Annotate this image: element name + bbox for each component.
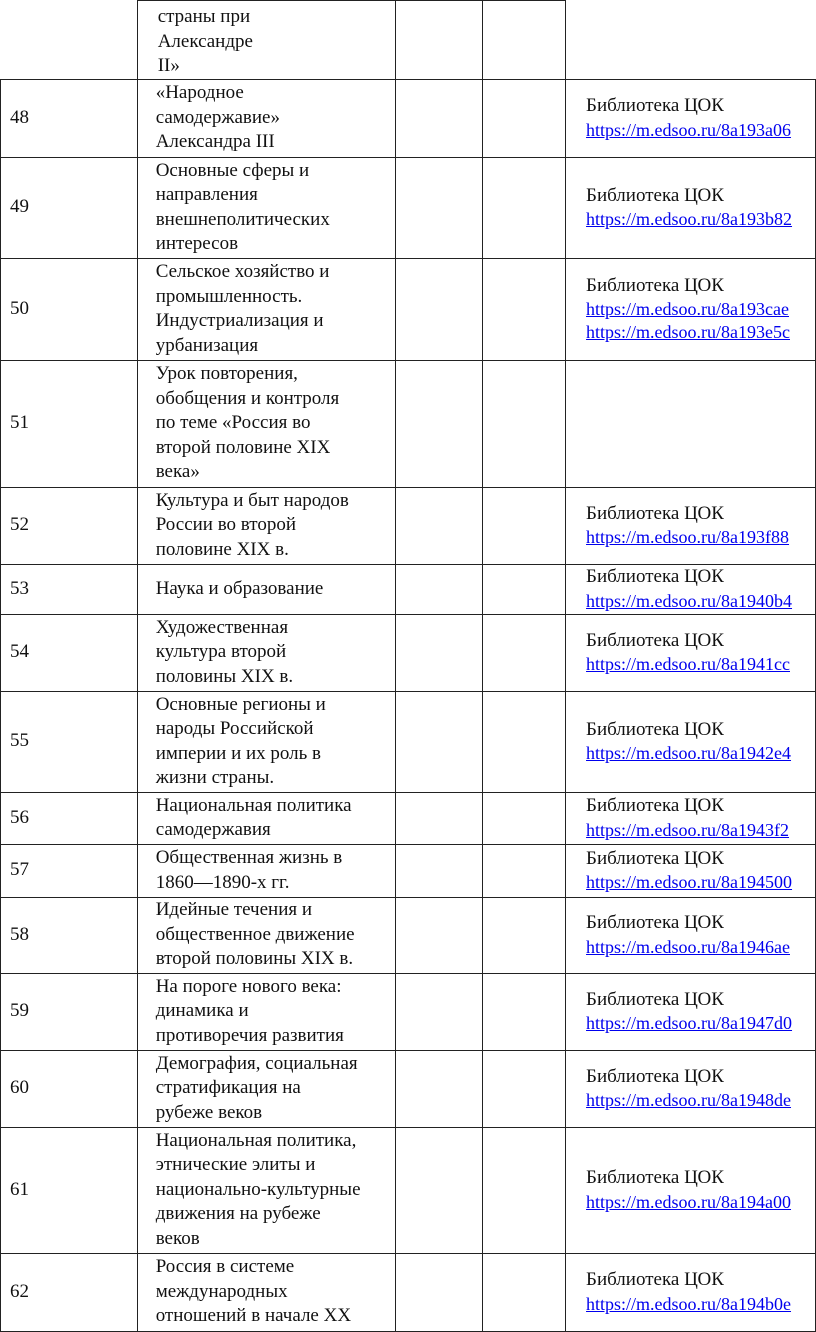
resource-label: Библиотека ЦОК: [586, 847, 724, 869]
resource-link[interactable]: https://m.edsoo.ru/8a194500: [586, 872, 793, 893]
lesson-number: 50: [1, 258, 138, 360]
table-cell-empty: [483, 897, 566, 973]
resource-label: Библиотека ЦОК: [586, 718, 724, 740]
resource-link[interactable]: https://m.edsoo.ru/8a193f88: [586, 527, 790, 548]
lesson-topic: Общественная жизнь в 1860—1890-х гг.: [137, 844, 395, 897]
table-cell-empty: [483, 487, 566, 564]
resource-link[interactable]: https://m.edsoo.ru/8a194b0e: [586, 1293, 792, 1314]
resource-cell: [566, 487, 816, 564]
table-row: [1, 1, 816, 80]
resource-label: Библиотека ЦОК: [586, 566, 724, 588]
resource-cell: [566, 844, 816, 897]
table-cell-empty: [483, 691, 566, 792]
table-cell-empty: [395, 897, 483, 973]
table-cell-empty: [483, 792, 566, 844]
table-cell-empty: [395, 973, 483, 1050]
lesson-topic: «Народное самодержавие» Александра III: [137, 79, 395, 157]
resource-link[interactable]: https://m.edsoo.ru/8a193b82: [586, 209, 793, 230]
table-cell-empty: [483, 1253, 566, 1331]
table-cell-empty: [483, 1, 566, 80]
lesson-topic: страны при Александре II»: [137, 1, 395, 80]
resource-link[interactable]: https://m.edsoo.ru/8a194a00: [586, 1191, 792, 1212]
table-cell-empty: [395, 564, 483, 614]
lesson-number: 62: [1, 1253, 138, 1331]
lesson-topic: Художественная культура второй половины XIX в.: [137, 614, 395, 691]
lesson-number: 57: [1, 844, 138, 897]
lesson-topic: Национальная политика самодержавия: [137, 792, 395, 844]
resource-cell: [566, 79, 816, 157]
lesson-number: 55: [1, 691, 138, 792]
table-row: [1, 691, 816, 792]
resource-label: Библиотека ЦОК: [586, 629, 724, 651]
resource-link[interactable]: https://m.edsoo.ru/8a1948de: [586, 1090, 792, 1111]
resource-cell: [566, 614, 816, 691]
table-row: [1, 973, 816, 1050]
lesson-number: 54: [1, 614, 138, 691]
table-cell-empty: [395, 258, 483, 360]
resource-link[interactable]: https://m.edsoo.ru/8a1942e4: [586, 743, 792, 764]
resource-label: Библиотека ЦОК: [586, 502, 724, 524]
table-cell-empty: [395, 79, 483, 157]
lesson-topic: Наука и образование: [137, 564, 395, 614]
table-row: [1, 79, 816, 157]
resource-link[interactable]: https://m.edsoo.ru/8a1940b4: [586, 590, 793, 611]
resource-cell: [566, 1253, 816, 1331]
table-row: [1, 487, 816, 564]
resource-cell: [566, 691, 816, 792]
resource-label: Библиотека ЦОК: [586, 1065, 724, 1087]
lesson-number: 48: [1, 79, 138, 157]
table-cell-empty: [483, 1050, 566, 1127]
resource-link[interactable]: https://m.edsoo.ru/8a193e5c: [586, 322, 790, 343]
lesson-number: 58: [1, 897, 138, 973]
table-row: [1, 564, 816, 614]
resource-link[interactable]: https://m.edsoo.ru/8a193a06: [586, 119, 792, 140]
table-cell-empty: [395, 487, 483, 564]
table-cell-empty: [483, 564, 566, 614]
resource-cell: [566, 258, 816, 360]
resource-label: Библиотека ЦОК: [586, 988, 724, 1010]
lesson-number: 56: [1, 792, 138, 844]
table-row: [1, 1050, 816, 1127]
table-cell-empty-end: [566, 1, 816, 80]
table-row: [1, 157, 816, 258]
lesson-number: 53: [1, 564, 138, 614]
resource-label: Библиотека ЦОК: [586, 1167, 724, 1189]
table-row: [1, 258, 816, 360]
resource-label: Библиотека ЦОК: [586, 795, 724, 817]
lesson-topic: Сельское хозяйство и промышленность. Индустриализация и урбанизация: [137, 258, 395, 360]
lesson-topic: Культура и быт народов России во второй половине XIX в.: [137, 487, 395, 564]
resource-link[interactable]: https://m.edsoo.ru/8a1943f2: [586, 819, 790, 840]
lesson-topic: Демография, социальная стратификация на рубеже веков: [137, 1050, 395, 1127]
lesson-number: 52: [1, 487, 138, 564]
lesson-number: 51: [1, 360, 138, 487]
resource-link[interactable]: https://m.edsoo.ru/8a1947d0: [586, 1013, 793, 1034]
resource-label: Библиотека ЦОК: [586, 912, 724, 934]
resource-link[interactable]: https://m.edsoo.ru/8a193cae: [586, 299, 789, 320]
table-cell-empty: [483, 79, 566, 157]
resource-cell: [566, 973, 816, 1050]
lesson-number: 60: [1, 1050, 138, 1127]
lesson-topic: Национальная политика, этнические элиты и национально-культурные движения на рубеже веков: [137, 1127, 395, 1253]
table-cell-empty: [483, 973, 566, 1050]
table-row: [1, 844, 816, 897]
resource-label: Библиотека ЦОК: [586, 274, 724, 296]
lesson-number: 49: [1, 157, 138, 258]
table-cell-empty: [483, 1127, 566, 1253]
resource-label: Библиотека ЦОК: [586, 95, 724, 117]
table-body: [1, 1, 816, 1332]
table-cell-empty: [395, 1253, 483, 1331]
lesson-topic: Россия в системе международных отношений в начале XX: [137, 1253, 395, 1331]
table-cell-empty: [395, 614, 483, 691]
table-row: [1, 614, 816, 691]
table-row: [1, 792, 816, 844]
table-cell-empty: [395, 360, 483, 487]
table-cell-empty: [483, 844, 566, 897]
resource-link[interactable]: https://m.edsoo.ru/8a1946ae: [586, 936, 790, 957]
resource-label: Библиотека ЦОК: [586, 184, 724, 206]
table-cell-empty: [395, 1127, 483, 1253]
table-cell-empty: [483, 258, 566, 360]
table-row: [1, 1127, 816, 1253]
table-cell-empty: [395, 157, 483, 258]
table-row: [1, 360, 816, 487]
table-cell-empty-start: [1, 1, 138, 80]
table-cell-empty: [483, 157, 566, 258]
lesson-topic: Основные сферы и направления внешнеполитических интересов: [137, 157, 395, 258]
table-cell-empty: [395, 844, 483, 897]
resource-cell: [566, 157, 816, 258]
resource-label: Библиотека ЦОК: [586, 1269, 724, 1291]
table-cell-empty: [395, 1050, 483, 1127]
lesson-topic: Урок повторения, обобщения и контроля по теме «Россия во второй половине XIX века»: [137, 360, 395, 487]
lesson-topic: Основные регионы и народы Российской империи и их роль в жизни страны.: [137, 691, 395, 792]
table-row: [1, 1253, 816, 1331]
table-cell-empty: [395, 1, 483, 80]
lesson-topic: На пороге нового века: динамика и противоречия развития: [137, 973, 395, 1050]
table-cell-empty: [483, 360, 566, 487]
resource-cell: [566, 564, 816, 614]
lesson-number: 61: [1, 1127, 138, 1253]
resource-cell: [566, 792, 816, 844]
table-cell-empty: [395, 691, 483, 792]
table-cell-empty: [395, 792, 483, 844]
resource-cell: [566, 360, 816, 487]
table-row: [1, 897, 816, 973]
resource-cell: [566, 1050, 816, 1127]
resource-link[interactable]: https://m.edsoo.ru/8a1941cc: [586, 654, 790, 675]
lesson-topic: Идейные течения и общественное движение второй половины XIX в.: [137, 897, 395, 973]
resource-cell: [566, 897, 816, 973]
table-cell-empty: [483, 614, 566, 691]
lesson-number: 59: [1, 973, 138, 1050]
resource-cell: [566, 1127, 816, 1253]
